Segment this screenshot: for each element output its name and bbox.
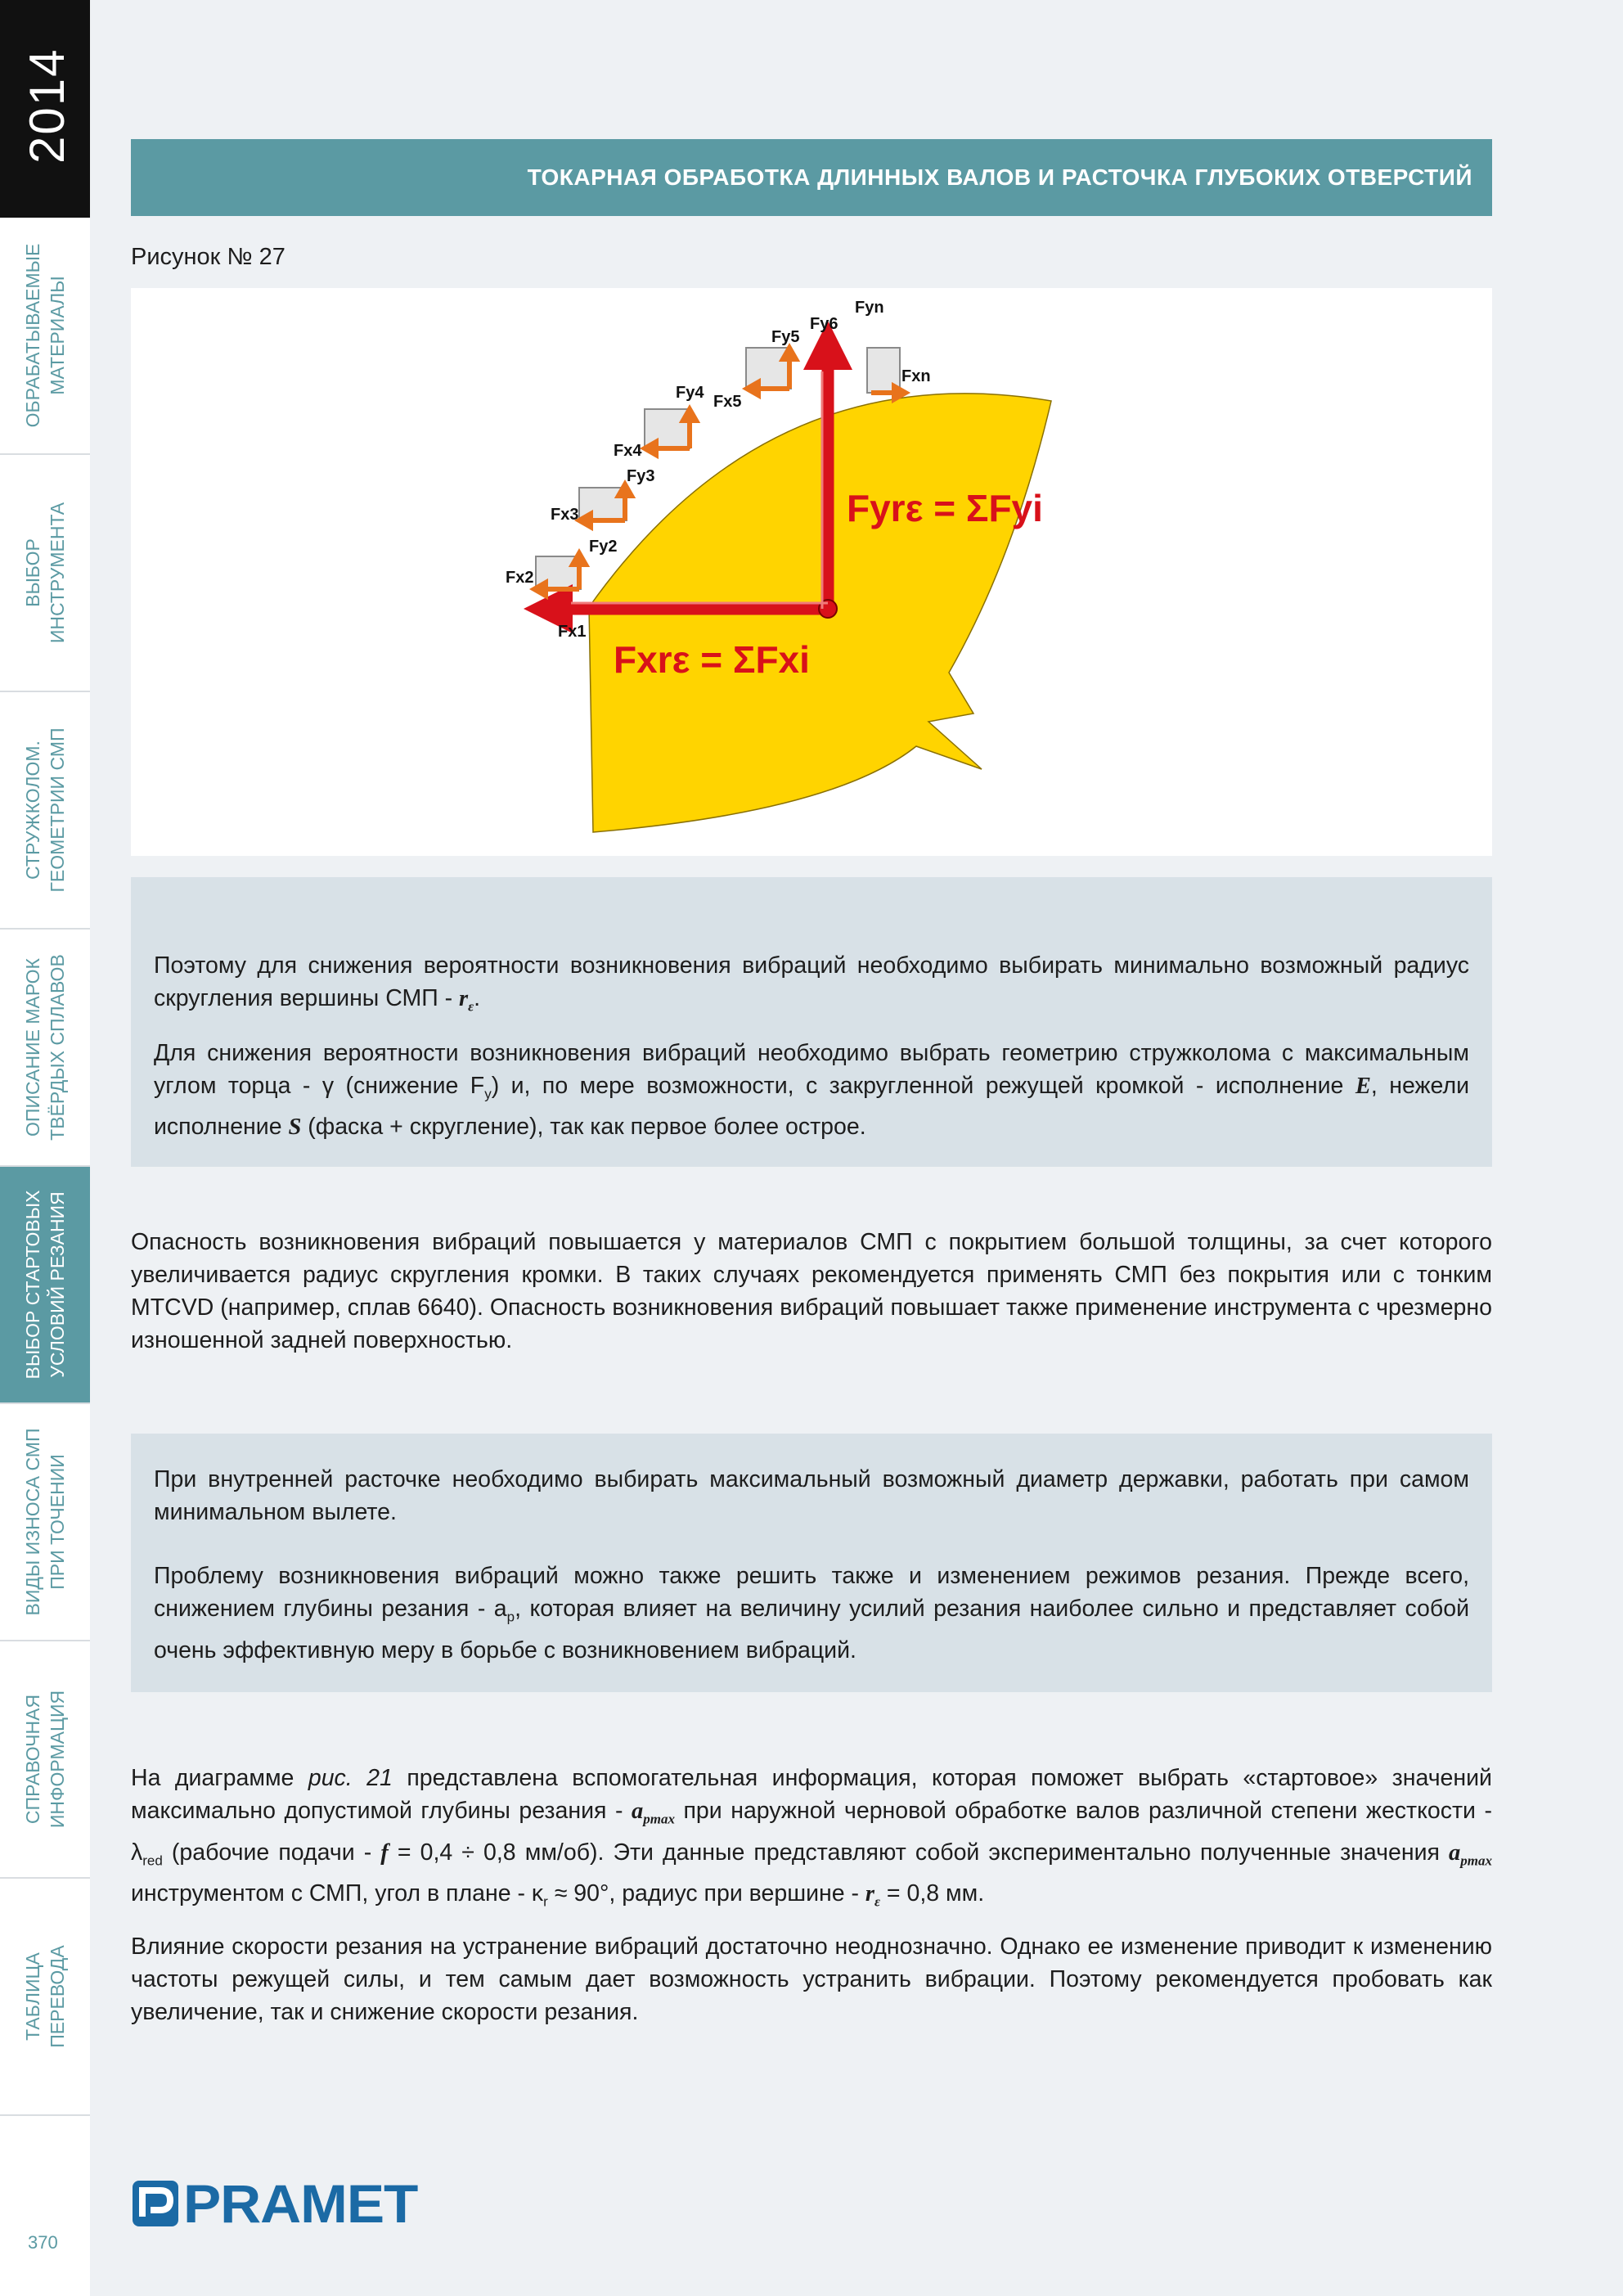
sidebar-item-label: ИНФОРМАЦИЯ	[47, 1690, 68, 1829]
label-fy5: Fy5	[771, 328, 800, 346]
label-fy2: Fy2	[589, 538, 618, 556]
symbol-sub: y	[484, 1086, 492, 1102]
sidebar-item-tool-selection[interactable]	[0, 455, 90, 692]
sidebar-item-label: СТРУЖКОЛОМ.	[22, 741, 43, 880]
paragraph-cutting-depth	[154, 1560, 1469, 1667]
text-run: Поэтому для снижения вероятности возникновения вибраций необходимо выбирать минимально возможный радиус скругления вершины СМП -	[154, 952, 1469, 1011]
label-fyn: Fyn	[855, 299, 884, 317]
text-run: (фаска + скругление), так как первое более острое.	[301, 1114, 866, 1141]
sidebar-item-cutting-conditions[interactable]	[0, 1167, 90, 1404]
symbol-r: r	[459, 986, 469, 1011]
sidebar-item-conversion-table[interactable]	[0, 1879, 90, 2116]
pramet-logo-text: PRAMET	[183, 2173, 418, 2234]
pramet-logo-icon	[131, 2179, 180, 2228]
recommendation-box-geometry	[131, 877, 1492, 1167]
label-fy6: Fy6	[810, 315, 838, 333]
equation-fy-sum: Fyrε = ΣFyi	[847, 487, 1043, 529]
label-fxn: Fxn	[901, 367, 931, 385]
label-fx2: Fx2	[506, 569, 534, 587]
paragraph-diagram-reference	[131, 1762, 1492, 1919]
symbol-sub: ε	[468, 998, 474, 1015]
figure-reference: рис. 21	[308, 1765, 393, 1791]
year-label: 2014	[20, 47, 74, 164]
paragraph-chipbreaker-geometry	[154, 1037, 1469, 1145]
equation-fx-sum: Fxrε = ΣFxi	[614, 638, 810, 681]
label-fy3: Fy3	[627, 467, 655, 485]
paragraph-cutting-speed: Влияние скорости резания на устранение вибраций достаточно неоднозначно. Однако ее изменение приводит к изменению частоты режущей силы, и тем самым дает возможность устранить вибрации. Поэтому рекомендуется пробовать как увеличение, так и снижение скорости резания.	[131, 1934, 1492, 2026]
sidebar-item-label: ВЫБОР	[22, 538, 43, 607]
symbol-sub: r	[543, 1894, 548, 1911]
force-diagram	[131, 288, 1492, 856]
sidebar-item-label: ТВЁРДЫХ СПЛАВОВ	[47, 954, 68, 1141]
sidebar-item-label: ПРИ ТОЧЕНИИ	[47, 1454, 68, 1590]
text-run: = 0,4 ÷ 0,8 мм/об). Эти данные представляют собой экспериментально полученные значения	[388, 1839, 1450, 1866]
sidebar-item-materials[interactable]	[0, 218, 90, 455]
symbol-sub: red	[142, 1853, 163, 1869]
sidebar-item-reference[interactable]	[0, 1641, 90, 1879]
symbol-sub: ε	[874, 1894, 880, 1911]
paragraph-boring-bar: При внутренней расточке необходимо выбирать максимальный возможный диаметр державки, работать при самом минимальном вылете.	[154, 1466, 1469, 1525]
figure-panel	[131, 288, 1492, 856]
sidebar-item-label: ПЕРЕВОДА	[47, 1945, 68, 2048]
page-number: 370	[28, 2232, 58, 2253]
diagram-info-section	[131, 1762, 1492, 2028]
section-title: ТОКАРНАЯ ОБРАБОТКА ДЛИННЫХ ВАЛОВ И РАСТОЧКА ГЛУБОКИХ ОТВЕРСТИЙ	[527, 164, 1472, 190]
text-run: , нежели исполнение	[154, 1072, 1469, 1141]
sidebar-item-label: ОБРАБАТЫВАЕМЫЕ	[22, 243, 43, 428]
text-run: На диаграмме	[131, 1765, 308, 1791]
text-run: представлена вспомогательная информация, которая поможет выбрать «стартовое» значений максимально допустимой глубины резания -	[131, 1765, 1492, 1824]
text-run: .	[474, 985, 481, 1011]
sidebar-item-grades[interactable]	[0, 930, 90, 1167]
sidebar-item-label: МАТЕРИАЛЫ	[47, 276, 68, 395]
symbol-sub: pmax	[643, 1811, 675, 1827]
text-run: (рабочие подачи -	[162, 1839, 381, 1866]
sidebar-item-label: ВЫБОР СТАРТОВЫХ	[22, 1190, 43, 1380]
symbol-r: r	[865, 1881, 874, 1907]
symbol-sub: pmax	[1460, 1853, 1492, 1869]
sidebar-item-label: УСЛОВИЙ РЕЗАНИЯ	[47, 1191, 68, 1378]
figure-caption: Рисунок № 27	[131, 244, 285, 270]
label-fx3: Fx3	[551, 506, 579, 524]
label-fx5: Fx5	[713, 393, 742, 411]
paragraph-text: Опасность возникновения вибраций повышается у материалов СМП с покрытием большой толщины, за счет которого увеличивается радиус скругления кромки. В таких случаях рекомендуется применять СМП без покрытия или с тонким MTCVD (например, сплав 6640). Опасность возникновения вибраций повышает также применение инструмента с чрезмерно изношенной задней поверхностью.	[131, 1229, 1492, 1353]
pramet-logo	[131, 2173, 418, 2234]
year-tab	[0, 0, 90, 218]
label-fy4: Fy4	[676, 384, 704, 402]
label-fx4: Fx4	[614, 442, 642, 460]
sidebar-item-wear-types[interactable]	[0, 1404, 90, 1641]
sidebar-item-label: ИНСТРУМЕНТА	[47, 502, 68, 644]
text-run: Проблему возникновения вибраций можно также решить также и изменением режимов резания. Прежде всего, снижением глубины резания - a	[154, 1563, 1469, 1622]
text-run: = 0,8 мм.	[879, 1880, 985, 1907]
symbol-a: a	[631, 1799, 644, 1824]
sidebar-nav	[0, 0, 90, 2296]
sidebar-item-chipbreakers[interactable]	[0, 692, 90, 930]
text-run: , которая влияет на величину усилий резания наиболее сильно и представляет собой очень эффективную меру в борьбе с возникновением вибраций.	[154, 1596, 1470, 1663]
section-header-bar	[131, 139, 1492, 216]
sidebar-item-label: ВИДЫ ИЗНОСА СМП	[22, 1428, 43, 1616]
sidebar-item-label: СПРАВОЧНАЯ	[22, 1694, 43, 1825]
symbol-f: f	[380, 1839, 389, 1866]
sidebar-item-label: ГЕОМЕТРИИ СМП	[47, 727, 68, 893]
text-run: инструментом с СМП, угол в плане - κ	[131, 1880, 544, 1907]
text-run: ≈ 90°, радиус при вершине -	[547, 1880, 865, 1907]
text-run: ) и, по мере возможности, с закругленной режущей кромкой - исполнение	[491, 1072, 1355, 1099]
paragraph-coating-risk	[131, 1226, 1492, 1357]
symbol-s: S	[288, 1114, 302, 1141]
paragraph-min-radius	[154, 949, 1469, 1024]
label-fx1: Fx1	[558, 623, 587, 641]
text-run: при наружной черновой обработке валов различной степени жесткости - λ	[131, 1798, 1492, 1866]
text-run: Для снижения вероятности возникновения вибраций необходимо выбрать геометрию стружколома с максимальным углом торца - γ (снижение F	[154, 1039, 1469, 1099]
symbol-e: E	[1355, 1073, 1371, 1099]
symbol-a: a	[1449, 1839, 1461, 1866]
sidebar-item-label: ОПИСАНИЕ МАРОК	[22, 958, 43, 1137]
recommendation-box-boring	[131, 1434, 1492, 1692]
symbol-sub: p	[506, 1609, 515, 1625]
sidebar-item-label: ТАБЛИЦА	[22, 1952, 43, 2041]
